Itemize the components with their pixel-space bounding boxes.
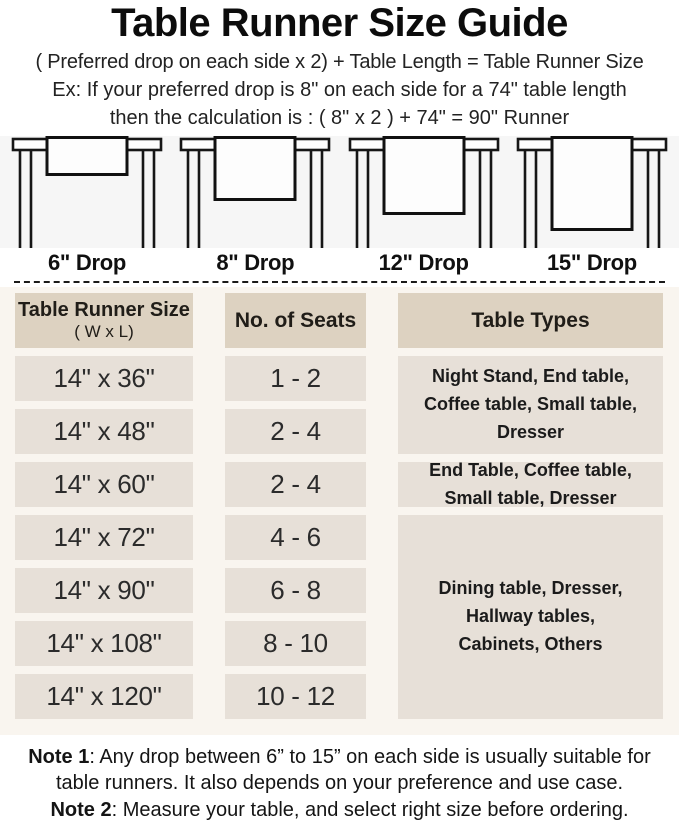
note-1 <box>6 744 673 797</box>
note-2-text: : Measure your table, and select right size before ordering. <box>111 798 629 821</box>
drop-labels-row <box>0 248 679 276</box>
size-cell: 14" x 48" <box>15 409 193 454</box>
note-1-text: : Any drop between 6” to 15” on each side is usually suitable for table runners. It also depends on your preference and use case. <box>55 746 651 795</box>
seats-cell: 8 - 10 <box>225 621 366 666</box>
size-cell: 14" x 36" <box>15 356 193 401</box>
table-types-cell-group-2 <box>398 459 663 508</box>
drop-label-8in: 8" Drop <box>216 250 295 275</box>
formula-text: ( Preferred drop on each side x 2) + Table Length = Table Runner Size <box>35 51 644 73</box>
table-drop-diagram-15in <box>510 136 674 248</box>
seats-cell: 2 - 4 <box>225 462 366 507</box>
seats-cell: 4 - 6 <box>225 515 366 560</box>
table-types-cell-group-1 <box>398 356 663 454</box>
example-text: Ex: If your preferred drop is 8" on each side for a 74" table length <box>52 79 627 101</box>
table-types-text: Night Stand, End table, Coffee table, Small table, Dresser <box>423 366 638 442</box>
column-header-runner-size <box>15 293 193 348</box>
note-1-label: Note 1 <box>28 746 90 768</box>
table-types-text: Dining table, Dresser, Hallway tables, Cabinets, Others <box>438 578 623 654</box>
size-cell: 14" x 72" <box>15 515 193 560</box>
drop-diagrams-band <box>0 136 679 248</box>
size-cell: 14" x 108" <box>15 621 193 666</box>
note-2-label: Note 2 <box>50 798 112 821</box>
seats-cell: 10 - 12 <box>225 674 366 719</box>
size-cell: 14" x 90" <box>15 568 193 613</box>
table-drop-diagram-8in <box>173 136 337 248</box>
table-with-runner-icon <box>173 136 337 248</box>
header-size-title: Table Runner Size <box>18 299 190 322</box>
column-header-seats: No. of Seats <box>225 293 366 348</box>
table-with-runner-icon <box>510 136 674 248</box>
seats-cell: 2 - 4 <box>225 409 366 454</box>
page-title: Table Runner Size Guide <box>111 1 568 45</box>
table-types-text: End Table, Coffee table, Small table, Dresser <box>429 459 632 508</box>
table-types-cell-group-3 <box>398 515 663 719</box>
size-cell: 14" x 60" <box>15 462 193 507</box>
table-drop-diagram-6in <box>5 136 169 248</box>
header-size-subtitle: ( W x L) <box>74 322 134 342</box>
size-cell: 14" x 120" <box>15 674 193 719</box>
column-header-table-types: Table Types <box>398 293 663 348</box>
size-guide-table <box>0 287 679 735</box>
note-2 <box>6 797 673 823</box>
drop-label-6in: 6" Drop <box>47 250 126 275</box>
table-drop-diagram-12in <box>342 136 506 248</box>
notes-section <box>0 735 679 823</box>
table-with-runner-icon <box>5 136 169 248</box>
table-with-runner-icon <box>342 136 506 248</box>
drop-label-15in: 15" Drop <box>547 250 637 275</box>
dashed-divider <box>14 281 665 283</box>
seats-cell: 1 - 2 <box>225 356 366 401</box>
drop-label-12in: 12" Drop <box>378 250 469 275</box>
seats-cell: 6 - 8 <box>225 568 366 613</box>
calculation-text: then the calculation is : ( 8" x 2 ) + 74" = 90" Runner <box>109 107 570 129</box>
